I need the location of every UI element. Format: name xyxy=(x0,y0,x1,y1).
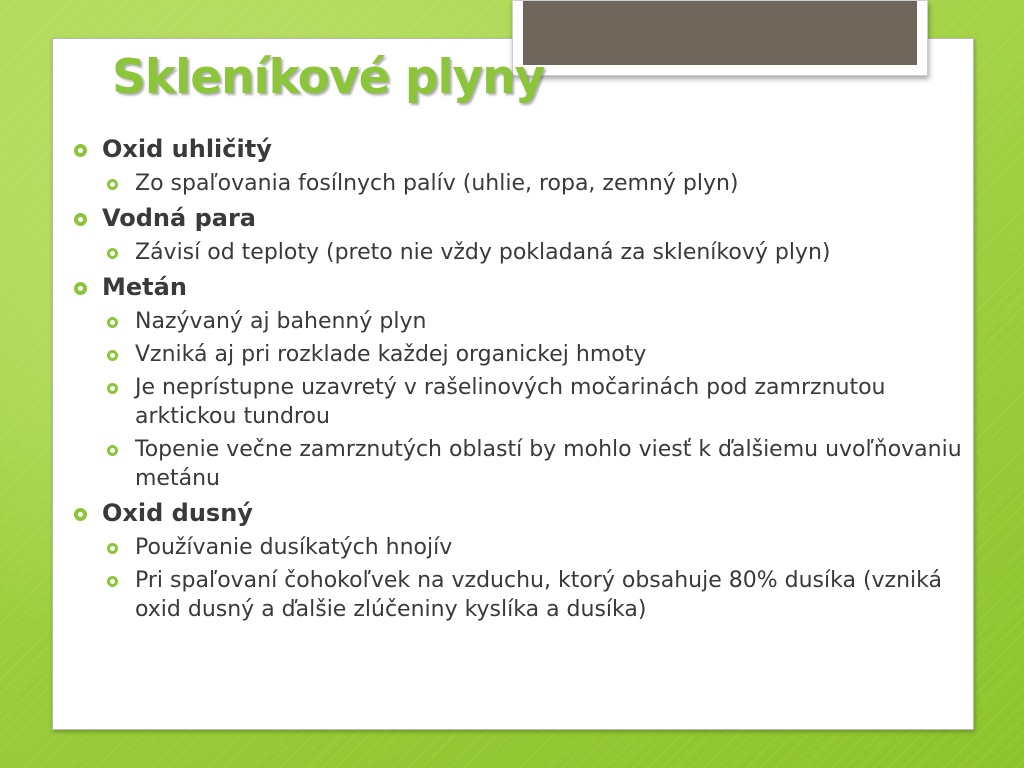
sub-bullet-item xyxy=(72,533,962,562)
sub-bullet-text: Je neprístupne uzavretý v rašelinových močarinách pod zamrznutou arktickou tundrou xyxy=(135,375,886,429)
bullet-circle-icon xyxy=(107,317,118,328)
photo-frame xyxy=(512,0,928,76)
sub-bullet-item xyxy=(72,307,962,336)
sub-bullet-item xyxy=(72,566,962,624)
bullet-circle-icon xyxy=(107,445,118,456)
bullet-text: Oxid dusný xyxy=(102,499,253,527)
sub-bullet-item xyxy=(72,169,962,198)
sub-bullet-text: Nazývaný aj bahenný plyn xyxy=(135,309,427,334)
sub-bullet-item xyxy=(72,435,962,493)
sub-bullet-item xyxy=(72,373,962,431)
bullet-item-oxid-uhlicity xyxy=(72,133,962,165)
slide-title: Skleníkové plyny xyxy=(112,50,545,105)
sub-bullet-text: Vzniká aj pri rozklade každej organickej hmoty xyxy=(135,342,647,367)
sub-bullet-item xyxy=(72,238,962,267)
sub-bullet-text: Používanie dusíkatých hnojív xyxy=(135,535,453,560)
bullet-text: Metán xyxy=(102,273,187,301)
bullet-circle-icon xyxy=(107,543,118,554)
bullet-circle-icon xyxy=(107,576,118,587)
bullet-circle-icon xyxy=(107,179,118,190)
photo-image xyxy=(523,1,917,65)
sub-bullet-text: Zo spaľovania fosílnych palív (uhlie, ropa, zemný plyn) xyxy=(135,171,739,196)
sub-bullet-text: Topenie večne zamrznutých oblastí by mohlo viesť k ďalšiemu uvoľňovaniu metánu xyxy=(135,437,962,491)
bullet-circle-icon xyxy=(74,508,87,521)
bullet-circle-icon xyxy=(107,248,118,259)
bullet-item-vodna-para xyxy=(72,202,962,234)
bullet-circle-icon xyxy=(107,350,118,361)
bullet-circle-icon xyxy=(74,144,87,157)
sub-bullet-text: Závisí od teploty (preto nie vždy pokladaná za skleníkový plyn) xyxy=(135,240,831,265)
bullet-circle-icon xyxy=(74,213,87,226)
bullet-list xyxy=(72,130,962,628)
bullet-text: Oxid uhličitý xyxy=(102,135,272,163)
sub-bullet-text: Pri spaľovaní čohokoľvek na vzduchu, ktorý obsahuje 80% dusíka (vzniká oxid dusný a ďalšie zlúčeniny kyslíka a dusíka) xyxy=(135,568,942,622)
bullet-circle-icon xyxy=(107,383,118,394)
bullet-text: Vodná para xyxy=(102,204,256,232)
sub-bullet-item xyxy=(72,340,962,369)
bullet-circle-icon xyxy=(74,282,87,295)
bullet-item-oxid-dusny xyxy=(72,497,962,529)
bullet-item-metan xyxy=(72,271,962,303)
